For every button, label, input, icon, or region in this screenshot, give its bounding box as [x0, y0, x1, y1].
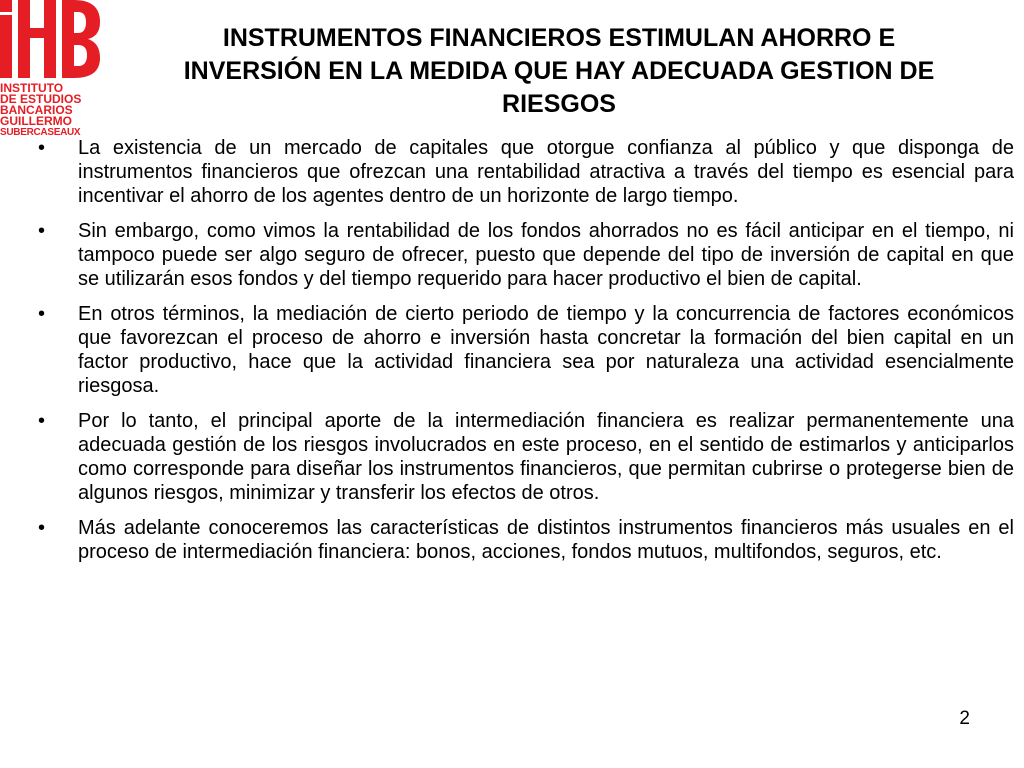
bullet-marker: •	[38, 303, 46, 325]
slide-title-line-1: INSTRUMENTOS FINANCIEROS ESTIMULAN AHORRO E	[222, 24, 896, 52]
bullet-list	[30, 136, 1014, 575]
bullet-marker: •	[38, 410, 46, 432]
institute-logo-text	[0, 83, 100, 138]
bullet-item	[30, 302, 1014, 398]
logo-line-3: BANCARIOS	[0, 103, 73, 117]
slide-title-line-2: INVERSIÓN EN LA MEDIDA QUE HAY ADECUADA GESTION DE	[183, 57, 935, 85]
slide-title	[118, 22, 1000, 121]
slide-title-line-3: RIESGOS	[502, 90, 616, 118]
logo-line-1: INSTITUTO	[0, 81, 64, 95]
bullet-item	[30, 516, 1014, 564]
logo-line-5: SUBERCASEAUX	[0, 127, 81, 138]
bullet-item	[30, 409, 1014, 505]
bullet-marker: •	[38, 137, 46, 159]
logo-line-4: GUILLERMO	[0, 114, 72, 128]
bullet-text: En otros términos, la mediación de cierto periodo de tiempo y la concurrencia de factores económicos que favorezcan el proceso de ahorro e inversión hasta concretar la formación del bien capital en un factor productivo, hace que la actividad financiera sea por naturaleza una actividad esencialmente riesgosa.	[78, 303, 1014, 397]
bullet-item	[30, 136, 1014, 208]
bullet-marker: •	[38, 220, 46, 242]
bullet-text: Por lo tanto, el principal aporte de la intermediación financiera es realizar permanentemente una adecuada gestión de los riesgos involucrados en este proceso, en el sentido de estimarlos y anticiparlos como corresponde para diseñar los instrumentos financieros, que permitan cubrirse o protegerse bien de algunos riesgos, minimizar y transferir los efectos de otros.	[78, 410, 1014, 504]
bullet-text: La existencia de un mercado de capitales que otorgue confianza al público y que disponga de instrumentos financieros que ofrezcan una rentabilidad atractiva a través del tiempo es esencial para incentivar el ahorro de los agentes dentro de un horizonte de largo tiempo.	[78, 137, 1014, 207]
page-number: 2	[959, 708, 970, 729]
institute-logo-mark	[0, 0, 100, 82]
bullet-text: Más adelante conoceremos las características de distintos instrumentos financieros más usuales en el proceso de intermediación financiera: bonos, acciones, fondos mutuos, multifondos, seguros, etc.	[78, 517, 1014, 563]
bullet-marker: •	[38, 517, 46, 539]
logo-line-2: DE ESTUDIOS	[0, 92, 82, 106]
bullet-text: Sin embargo, como vimos la rentabilidad de los fondos ahorrados no es fácil anticipar en el tiempo, ni tampoco puede ser algo seguro de ofrecer, puesto que depende del tipo de inversión de capital en que se utilizarán esos fondos y del tiempo requerido para hacer productivo el bien de capital.	[78, 220, 1014, 290]
bullet-item	[30, 219, 1014, 291]
institute-logo	[0, 0, 100, 145]
